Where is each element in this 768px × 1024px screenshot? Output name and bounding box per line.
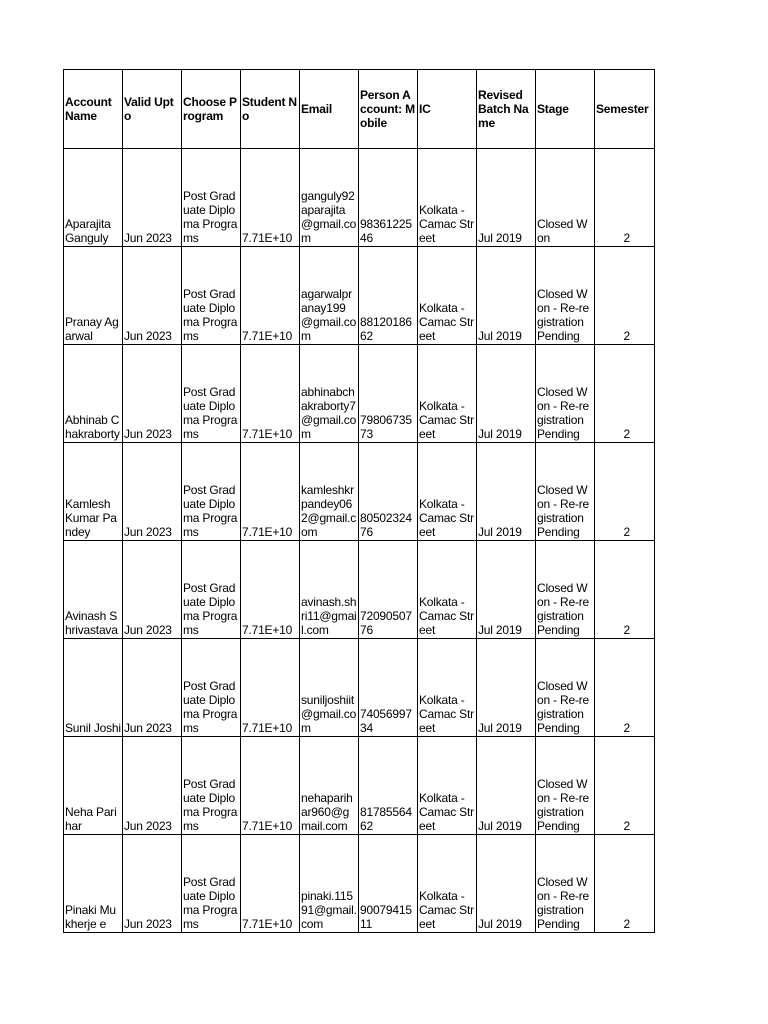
table-row [64, 345, 655, 443]
cell-program: Post Graduate Diploma Programs [182, 541, 241, 639]
cell-valid-upto: Jun 2023 [123, 345, 182, 443]
cell-mobile: 7209050776 [359, 541, 418, 639]
cell-semester: 2 [595, 639, 655, 737]
cell-program: Post Graduate Diploma Programs [182, 835, 241, 933]
cell-student-no: 7.71E+10 [241, 247, 300, 345]
cell-account-name: Avinash Shrivastava [64, 541, 123, 639]
table-row [64, 737, 655, 835]
table-row [64, 541, 655, 639]
cell-batch: Jul 2019 [477, 541, 536, 639]
cell-email: kamleshkrpandey062@gmail.com [300, 443, 359, 541]
cell-email: abhinabchakraborty7@gmail.com [300, 345, 359, 443]
cell-mobile: 7405699734 [359, 639, 418, 737]
cell-student-no: 7.71E+10 [241, 835, 300, 933]
spreadsheet-table [63, 69, 655, 933]
cell-valid-upto: Jun 2023 [123, 149, 182, 247]
cell-ic: Kolkata - Camac Street [418, 737, 477, 835]
table-row [64, 247, 655, 345]
cell-account-name: Neha Parihar [64, 737, 123, 835]
cell-mobile: 8050232476 [359, 443, 418, 541]
cell-email: suniljoshiit@gmail.com [300, 639, 359, 737]
cell-stage: Closed Won - Re-registration Pending [536, 737, 595, 835]
header-row [64, 70, 655, 149]
cell-mobile: 8812018662 [359, 247, 418, 345]
cell-student-no: 7.71E+10 [241, 149, 300, 247]
header-email: Email [300, 70, 359, 149]
header-account-name: Account Name [64, 70, 123, 149]
cell-email: pinaki.11591@gmail.com [300, 835, 359, 933]
cell-stage: Closed Won - Re-registration Pending [536, 247, 595, 345]
table-row [64, 443, 655, 541]
cell-mobile: 7980673573 [359, 345, 418, 443]
cell-ic: Kolkata - Camac Street [418, 149, 477, 247]
table-body [64, 149, 655, 933]
cell-student-no: 7.71E+10 [241, 345, 300, 443]
cell-valid-upto: Jun 2023 [123, 247, 182, 345]
cell-account-name: Pranay Agarwal [64, 247, 123, 345]
table-row [64, 149, 655, 247]
cell-mobile: 9007941511 [359, 835, 418, 933]
cell-semester: 2 [595, 149, 655, 247]
cell-ic: Kolkata - Camac Street [418, 835, 477, 933]
cell-batch: Jul 2019 [477, 443, 536, 541]
cell-email: agarwalpranay199@gmail.com [300, 247, 359, 345]
cell-student-no: 7.71E+10 [241, 737, 300, 835]
header-semester: Semester [595, 70, 655, 149]
cell-account-name: Abhinab Chakraborty [64, 345, 123, 443]
cell-mobile: 9836122546 [359, 149, 418, 247]
header-valid-upto: Valid Upto [123, 70, 182, 149]
cell-semester: 2 [595, 737, 655, 835]
cell-program: Post Graduate Diploma Programs [182, 639, 241, 737]
cell-account-name: Aparajita Ganguly [64, 149, 123, 247]
cell-semester: 2 [595, 443, 655, 541]
header-choose-program: Choose Program [182, 70, 241, 149]
cell-ic: Kolkata - Camac Street [418, 541, 477, 639]
cell-program: Post Graduate Diploma Programs [182, 247, 241, 345]
cell-student-no: 7.71E+10 [241, 541, 300, 639]
cell-account-name: Sunil Joshi [64, 639, 123, 737]
cell-stage: Closed Won - Re-registration Pending [536, 345, 595, 443]
cell-semester: 2 [595, 345, 655, 443]
cell-semester: 2 [595, 247, 655, 345]
cell-mobile: 8178556462 [359, 737, 418, 835]
cell-stage: Closed Won - Re-registration Pending [536, 639, 595, 737]
cell-program: Post Graduate Diploma Programs [182, 443, 241, 541]
cell-semester: 2 [595, 541, 655, 639]
cell-email: avinash.shri11@gmail.com [300, 541, 359, 639]
cell-program: Post Graduate Diploma Programs [182, 345, 241, 443]
cell-valid-upto: Jun 2023 [123, 443, 182, 541]
cell-valid-upto: Jun 2023 [123, 835, 182, 933]
cell-batch: Jul 2019 [477, 737, 536, 835]
table-header [64, 70, 655, 149]
cell-ic: Kolkata - Camac Street [418, 639, 477, 737]
cell-stage: Closed Won - Re-registration Pending [536, 443, 595, 541]
cell-batch: Jul 2019 [477, 149, 536, 247]
cell-batch: Jul 2019 [477, 835, 536, 933]
header-mobile: Person Account: Mobile [359, 70, 418, 149]
cell-email: nehaparihar960@gmail.com [300, 737, 359, 835]
cell-stage: Closed Won [536, 149, 595, 247]
cell-ic: Kolkata - Camac Street [418, 247, 477, 345]
header-stage: Stage [536, 70, 595, 149]
cell-ic: Kolkata - Camac Street [418, 345, 477, 443]
cell-account-name: Kamlesh Kumar Pandey [64, 443, 123, 541]
cell-stage: Closed Won - Re-registration Pending [536, 835, 595, 933]
cell-ic: Kolkata - Camac Street [418, 443, 477, 541]
cell-valid-upto: Jun 2023 [123, 737, 182, 835]
cell-account-name: Pinaki Mukherje e [64, 835, 123, 933]
cell-semester: 2 [595, 835, 655, 933]
table-row [64, 835, 655, 933]
cell-student-no: 7.71E+10 [241, 639, 300, 737]
header-student-no: Student No [241, 70, 300, 149]
header-revised-batch-name: Revised Batch Name [477, 70, 536, 149]
cell-batch: Jul 2019 [477, 247, 536, 345]
cell-student-no: 7.71E+10 [241, 443, 300, 541]
cell-program: Post Graduate Diploma Programs [182, 737, 241, 835]
cell-email: ganguly92aparajita@gmail.com [300, 149, 359, 247]
cell-batch: Jul 2019 [477, 345, 536, 443]
cell-batch: Jul 2019 [477, 639, 536, 737]
cell-valid-upto: Jun 2023 [123, 639, 182, 737]
table-row [64, 639, 655, 737]
header-ic: IC [418, 70, 477, 149]
cell-program: Post Graduate Diploma Programs [182, 149, 241, 247]
cell-valid-upto: Jun 2023 [123, 541, 182, 639]
cell-stage: Closed Won - Re-registration Pending [536, 541, 595, 639]
